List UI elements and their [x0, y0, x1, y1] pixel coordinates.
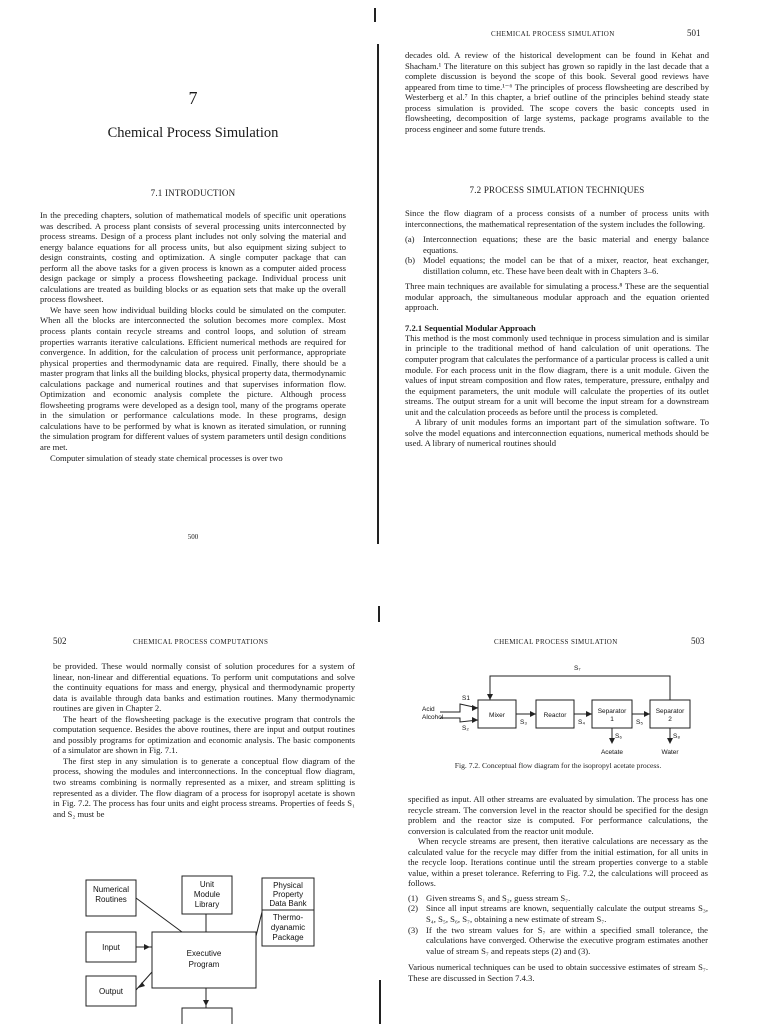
center-binding-line-bottom	[379, 980, 381, 1024]
paragraph: specified as input. All other streams are evaluated by simulation. The process has one recycle stream. The conversion level in the reactor should be specified for the design problem and the reactor size is computed. For performance calculations, the conversion is calculated from the reactor unit module.	[408, 794, 708, 836]
body-text	[53, 661, 355, 819]
paragraph: decades old. A review of the historical development can be found in Kehat and Shacham.¹ The literature on this subject has grown so rapidly in the last decade that a complete discussion is beyond the scope of this book. Several good reviews have appeared from time to time.¹⁻⁶ The principles of process flowsheeting are described by Westerberg et al.⁷ In this chapter, a brief outline of the principles behind steady state process simulation is provided. The scope covers the basic concepts used in flowsheeting, decomposition of large systems, package programs available to the process engineer and some future trends.	[405, 50, 709, 134]
diagram-label: Physical	[273, 881, 303, 890]
diagram-label: S₈	[673, 733, 681, 740]
diagram-label: Alcohol	[422, 714, 444, 721]
diagram-label: Acetate	[600, 749, 624, 756]
list-item: (b) Model equations; the model can be that of a mixer, reactor, heat exchanger, distillation column, etc. These have been dealt with in Chapters 3–6.	[405, 255, 709, 276]
paragraph: The heart of the flowsheeting package is the executive program that controls the computation sequence. Besides the above routines, there are input and output routines and possibly programs for optimization and economic analysis. The basic components of a simulator are shown in Fig. 7.1.	[53, 713, 355, 756]
page-number: 503	[691, 636, 705, 646]
diagram-label: Mixer	[489, 712, 505, 719]
diagram-label: Numerical	[92, 885, 130, 894]
diagram-label: Package	[272, 933, 304, 942]
page-number: 500	[187, 533, 199, 541]
center-binding-line-top	[377, 44, 379, 544]
body-text	[40, 210, 346, 463]
section-heading-7-2: 7.2 PROCESS SIMULATION TECHNIQUES	[469, 185, 645, 195]
page-501	[405, 0, 709, 560]
diagram-label: 2	[668, 716, 672, 723]
page-503	[408, 628, 708, 1024]
page-502	[53, 628, 355, 1024]
diagram-label: Module	[193, 890, 221, 899]
diagram-label: Property	[272, 890, 304, 899]
diagram-label: S1	[462, 695, 470, 702]
list-item: (a) Interconnection equations; these are the basic material and energy balance equations.	[405, 234, 709, 255]
paragraph: This method is the most commonly used technique in process simulation and is similar in principle to the traditional method of hand calculation of unit operations. The computer program that calculates the performance of a particular process is called a unit module. For each process unit in the flow diagram, there is a unit module. Given the values of input stream composition and flow rates, temperature, pressure, enthalpy and the equipment parameters, the unit module will calculate the properties of its outlet streams. The output stream for a unit will become the input stream for a downstream unit and the calculation proceeds as before until the process is completed.	[405, 332, 709, 417]
diagram-label: S₄	[578, 719, 585, 726]
running-head: CHEMICAL PROCESS SIMULATION	[491, 30, 615, 38]
diagram-label: Input	[102, 943, 120, 952]
diagram-label: 1	[610, 716, 614, 723]
diagram-label: Executive	[186, 949, 222, 958]
running-head: CHEMICAL PROCESS COMPUTATIONS	[133, 638, 269, 646]
list-item: (3) If the two stream values for S₇ are within a specified small tolerance, the calculations have converged. Otherwise the executive program estimates another value of stream S₇ and repeats steps (2) and (3).	[408, 924, 708, 956]
diagram-label: Acid	[422, 706, 435, 713]
diagram-label: Program	[188, 960, 220, 969]
diagram-label: Unit	[199, 880, 215, 889]
diagram-label: S₃	[520, 719, 527, 726]
diagram-label: S₇	[574, 665, 581, 672]
page-number: 502	[53, 636, 67, 646]
diagram-label: S₆	[615, 733, 622, 740]
diagram-label: Separator	[655, 708, 685, 715]
paragraph: The first step in any simulation is to generate a conceptual flow diagram of the process, showing the modules and interconnections. In the conceptual flow diagram, two streams combining is normally represented as a mixer, and stream splitting is represented as a divider. The flow diagram of a process for isopropyl acetate is shown in Fig. 7.2. The process has four units and eight process streams. Properties of feeds S₁ and S₂ must be	[53, 755, 355, 819]
paragraph: When recycle streams are present, then iterative calculations are necessary as the calculated value for the recycle may differ from the initial estimation, for all units in the recycle loop. Iterations continue until the stream properties converge to a stable value, within a preset tolerance. Referring to Fig. 7.2, the calculations will proceed as follows.	[408, 836, 708, 889]
chapter-title: Chemical Process Simulation	[107, 125, 279, 141]
diagram-label: dyanamic	[270, 923, 306, 932]
paragraph: We have seen how individual building blocks could be simulated on the computer. When all the blocks are interconnected the solution becomes more complex. Most process plants contain recycle streams and control loops, and solution of stream properties warrants iterative calculations. Efficient numerical methods are required for convergence. In addition, for the calculation of process unit performance, appropriate physical properties and thermodynamic data are required. Finally, there should be a master program that links all the building blocks, physical property data, thermodynamic calculations package and numerical routines and that supervises information flow. Optimization and economic analysis complete the picture. Although process flowsheeting programs were developed as a design tool, many of the programs operate in the simulation or performance calculations mode. In these programs, design calculations have to be performed by what is known as iterated simulation, or running the simulation program for different values of system parameters until design conditions are met.	[40, 304, 346, 453]
diagram-label: Output	[98, 987, 124, 996]
diagram-label: Water	[661, 749, 679, 756]
diagram-label: S₅	[636, 719, 643, 726]
page-500	[40, 0, 346, 560]
bottom-box	[182, 1008, 232, 1024]
paragraph: be provided. These would normally consist of solution procedures for a system of linear, non-linear and differential equations. To perform unit computations and solve the continuity equations for mass and energy, physical and thermodynamic property data is available through data banks and estimation routines. Many thermodynamic routines are given in Chapter 2.	[53, 661, 355, 714]
list-item: (1) Given streams S₁ and S₂, guess stream S₇.	[408, 892, 571, 903]
paragraph: Since the flow diagram of a process consists of a number of process units with interconnections, the mathematical representation of the system includes the following.	[405, 208, 709, 229]
running-head: CHEMICAL PROCESS SIMULATION	[494, 638, 618, 646]
paragraph: In the preceding chapters, solution of mathematical models of specific unit operations was described. A process plant consists of several processing units interconnected by process streams. Design of a process plant includes not only solving the material and energy balance equations for all process units, but also equipment sizing subject to design constraints, costing and optimization. A single computer package that can perform all the above tasks for a given process is known as a computer aided process design package or simply a process flowsheeting package. Individual process unit calculations are treated as building blocks or as equation sets that make up the overall process flowsheet.	[40, 210, 346, 305]
paragraph: Three main techniques are available for simulating a process.⁸ These are the sequential modular approach, the simultaneous modular approach and the equation oriented approach.	[405, 281, 709, 313]
diagram-label: Routines	[95, 895, 127, 904]
page-number: 501	[687, 28, 701, 38]
diagram-label: Data Bank	[269, 899, 307, 908]
section-heading-7-1: 7.1 INTRODUCTION	[150, 188, 236, 198]
subsection-heading-7-2-1: 7.2.1 Sequential Modular Approach	[405, 322, 536, 333]
chapter-number: 7	[188, 88, 198, 108]
diagram-label: Reactor	[543, 712, 567, 719]
scan-mark-top	[374, 8, 376, 22]
isopropyl-acetate-flow-diagram	[414, 658, 706, 758]
diagram-label: Library	[194, 900, 220, 909]
list-item: (2) Since all input streams are known, sequentially calculate the output streams S₃, S₄, S₅, S₆, S₇, obtaining a new estimate of stream S₇.	[408, 903, 708, 925]
diagram-label: Separator	[597, 708, 627, 715]
diagram-label: S₂	[462, 725, 469, 732]
body-text	[405, 208, 709, 449]
paragraph: Various numerical techniques can be used to obtain successive estimates of stream S₇. These are discussed in Section 7.4.3.	[408, 962, 708, 983]
simulator-components-diagram	[78, 872, 318, 1024]
scan-mark-mid	[378, 606, 380, 622]
paragraph: Computer simulation of steady state chemical processes is over two	[50, 452, 283, 463]
diagram-label: Thermo-	[272, 913, 304, 922]
body-text	[408, 794, 708, 983]
paragraph: A library of unit modules forms an important part of the simulation software. To solve the model equations and interconnection equations, numerical methods should be used. A library of numerical routines should	[405, 417, 709, 449]
figure-caption: Fig. 7.2. Conceptual flow diagram for the isopropyl acetate process.	[454, 761, 662, 770]
